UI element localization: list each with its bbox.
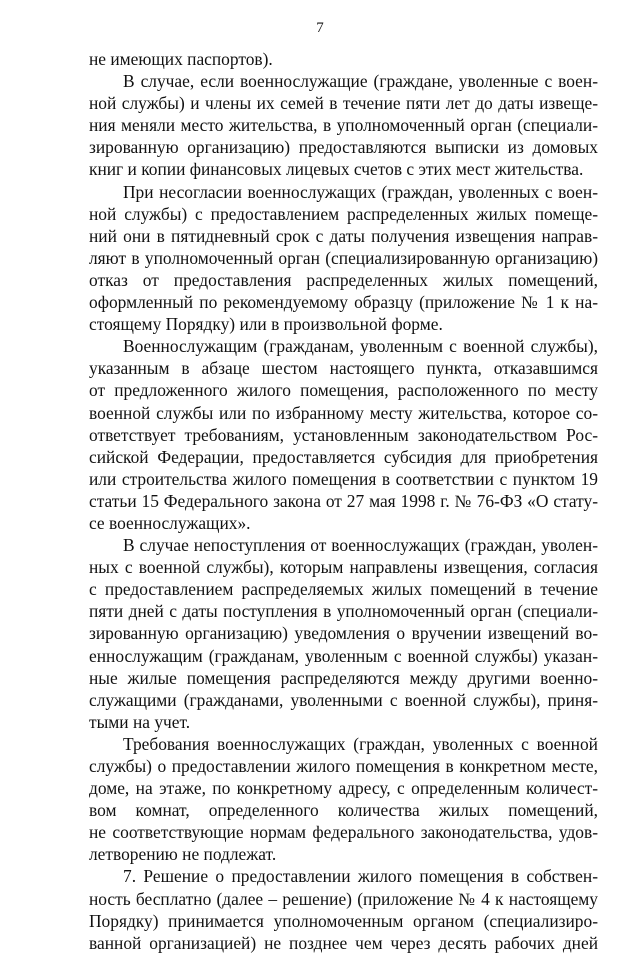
text-line: зированную организацию) предоставляются выписки из домовых bbox=[89, 137, 598, 158]
text-line: ванной организацией) не позднее чем через десять рабочих дней bbox=[89, 932, 598, 953]
paragraph bbox=[89, 733, 598, 866]
text-line: военной службы или по избранному месту жительства, которое со- bbox=[89, 402, 598, 423]
text-line: ность бесплатно (далее – решение) (приложение № 4 к настоящему bbox=[89, 888, 598, 909]
text-line: или строительства жилого помещения в соответствии с пунктом 19 bbox=[89, 468, 598, 489]
text-line: вом комнат, определенного количества жилых помещений, bbox=[89, 800, 598, 821]
text-line: указанным в абзаце шестом настоящего пункта, отказавшимся bbox=[89, 358, 598, 379]
text-line: не имеющих паспортов). bbox=[89, 49, 273, 69]
text-line: ные жилые помещения распределяются между другими военно- bbox=[89, 667, 598, 688]
text-line: не соответствующие нормам федерального законодательства, удов- bbox=[89, 822, 598, 843]
text-line: Требования военнослужащих (граждан, уволенных с военной bbox=[123, 733, 598, 754]
text-line: оформленный по рекомендуемому образцу (приложение № 1 к на- bbox=[89, 292, 598, 313]
text-line: ной службы) с предоставлением распределенных жилых помеще- bbox=[89, 203, 598, 224]
text-line: ответствует требованиям, установленным законодательством Рос- bbox=[89, 424, 598, 445]
text-line: ной службы) и члены их семей в течение пяти лет до даты извеще- bbox=[89, 93, 598, 114]
text-line: от предложенного жилого помещения, расположенного по месту bbox=[89, 380, 598, 401]
text-line: еннослужащим (гражданам, уволенным с военной службы) указан- bbox=[89, 645, 598, 666]
paragraph bbox=[89, 181, 598, 336]
paragraph bbox=[89, 335, 598, 534]
text-line: ния меняли место жительства, в уполномоченный орган (специали- bbox=[89, 115, 598, 136]
text-line: доме, на этаже, по конкретному адресу, с определенным количест- bbox=[89, 778, 598, 799]
document-body bbox=[89, 48, 598, 954]
text-line: пяти дней с даты поступления в уполномоченный орган (специали- bbox=[89, 601, 598, 622]
text-line: с предоставлением распределяемых жилых помещений в течение bbox=[89, 579, 598, 600]
text-line: 7. Решение о предоставлении жилого помещения в собствен- bbox=[123, 866, 598, 887]
text-line: летворению не подлежат. bbox=[89, 844, 277, 865]
text-line: ляют в уполномоченный орган (специализированную организацию) bbox=[89, 247, 598, 268]
paragraph bbox=[89, 534, 598, 733]
text-line: статьи 15 Федерального закона от 27 мая 1998 г. № 76-ФЗ «О стату- bbox=[89, 490, 598, 511]
text-line: се военнослужащих». bbox=[89, 512, 251, 533]
text-line: служащими (гражданами, уволенными с военной службы), приня- bbox=[89, 689, 598, 710]
text-line: Военнослужащим (гражданам, уволенным с военной службы), bbox=[123, 336, 598, 357]
text-line: В случае непоступления от военнослужащих (граждан, уволен- bbox=[123, 535, 598, 556]
text-line: В случае, если военнослужащие (граждане, уволенные с воен- bbox=[123, 71, 598, 92]
paragraph bbox=[89, 70, 598, 180]
text-line: тыми на учет. bbox=[89, 711, 191, 732]
page-number: 7 bbox=[316, 20, 324, 36]
text-line: Порядку) принимается уполномоченным органом (специализиро- bbox=[89, 910, 598, 931]
text-line: службы) о предоставлении жилого помещения в конкретном месте, bbox=[89, 756, 598, 776]
text-line: сийской Федерации, предоставляется субсидия для приобретения bbox=[89, 446, 598, 467]
text-line: стоящему Порядку) или в произвольной форме. bbox=[89, 314, 443, 335]
text-line: ных с военной службы), которым направлены извещения, согласия bbox=[89, 557, 598, 578]
paragraph bbox=[89, 865, 598, 953]
text-line: ний они в пятидневный срок с даты получения извещения направ- bbox=[89, 225, 598, 246]
text-line: При несогласии военнослужащих (граждан, уволенных с воен- bbox=[123, 181, 598, 202]
text-line: зированную организацию) уведомления о вручении извещений во- bbox=[89, 623, 598, 644]
paragraph bbox=[89, 48, 598, 70]
text-line: отказ от предоставления распределенных жилых помещений, bbox=[89, 269, 598, 290]
text-line: книг и копии финансовых лицевых счетов с этих мест жительства. bbox=[89, 159, 584, 180]
